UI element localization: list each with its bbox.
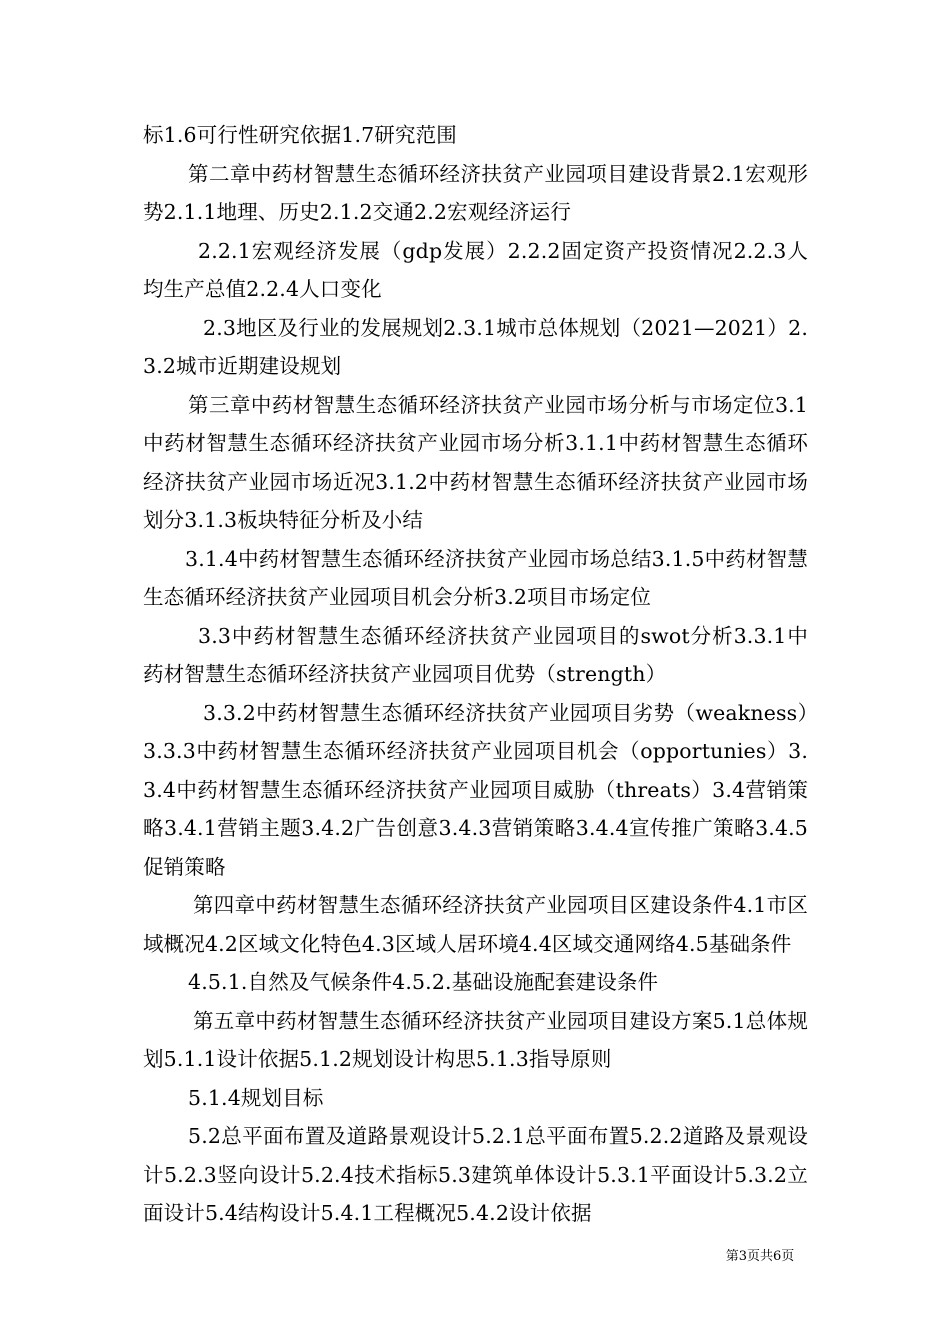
paragraph-12: 5.1.4规划目标 [188, 1085, 324, 1110]
paragraph-5: 第三章中药材智慧生态循环经济扶贫产业园市场分析与市场定位3.1中药材智慧生态循环经济扶贫产业园市场分析3.1.1中药材智慧生态循环经济扶贫产业园市场近况3.1.2中药材智慧生态循环经济扶贫产业园市场划分3.1.3板块特征分析及小结 [143, 392, 808, 532]
paragraph-11: 第五章中药材智慧生态循环经济扶贫产业园项目建设方案5.1总体规划5.1.1设计依据5.1.2规划设计构思5.1.3指导原则 [143, 1008, 808, 1071]
paragraph-10: 4.5.1.自然及气候条件4.5.2.基础设施配套建设条件 [188, 970, 659, 994]
paragraph-13: 5.2总平面布置及道路景观设计5.2.1总平面布置5.2.2道路及景观设计5.2.3竖向设计5.2.4技术指标5.3建筑单体设计5.3.1平面设计5.3.2立面设计5.4结构设计5.4.1工程概况5.4.2设计依据 [143, 1124, 808, 1225]
document-body [143, 116, 808, 1233]
paragraph-6: 3.1.4中药材智慧生态循环经济扶贫产业园市场总结3.1.5中药材智慧生态循环经济扶贫产业园项目机会分析3.2项目市场定位 [143, 546, 808, 609]
paragraph-3: 2.2.1宏观经济发展（gdp发展）2.2.2固定资产投资情况2.2.3人均生产总值2.2.4人口变化 [143, 238, 808, 301]
paragraph-7: 3.3中药材智慧生态循环经济扶贫产业园项目的swot分析3.3.1中药材智慧生态循环经济扶贫产业园项目优势（strength） [143, 623, 808, 686]
paragraph-8: 3.3.2中药材智慧生态循环经济扶贫产业园项目劣势（weakness）3.3.3中药材智慧生态循环经济扶贫产业园项目机会（opportunies）3.3.4中药材智慧生态循环经济扶贫产业园项目威胁（threats）3.4营销策略3.4.1营销主题3.4.2广告创意3.4.3营销策略3.4.4宣传推广策略3.4.5促销策略 [143, 700, 808, 879]
paragraph-1: 标1.6可行性研究依据1.7研究范围 [143, 123, 457, 147]
paragraph-9: 第四章中药材智慧生态循环经济扶贫产业园项目区建设条件4.1市区域概况4.2区域文化特色4.3区域人居环境4.4区域交通网络4.5基础条件 [143, 893, 808, 956]
paragraph-4: 2.3地区及行业的发展规划2.3.1城市总体规划（2021—2021）2.3.2城市近期建设规划 [143, 315, 808, 378]
page-number: 第3页共6页 [725, 1249, 795, 1264]
paragraph-2: 第二章中药材智慧生态循环经济扶贫产业园项目建设背景2.1宏观形势2.1.1地理、历史2.1.2交通2.2宏观经济运行 [143, 161, 808, 224]
